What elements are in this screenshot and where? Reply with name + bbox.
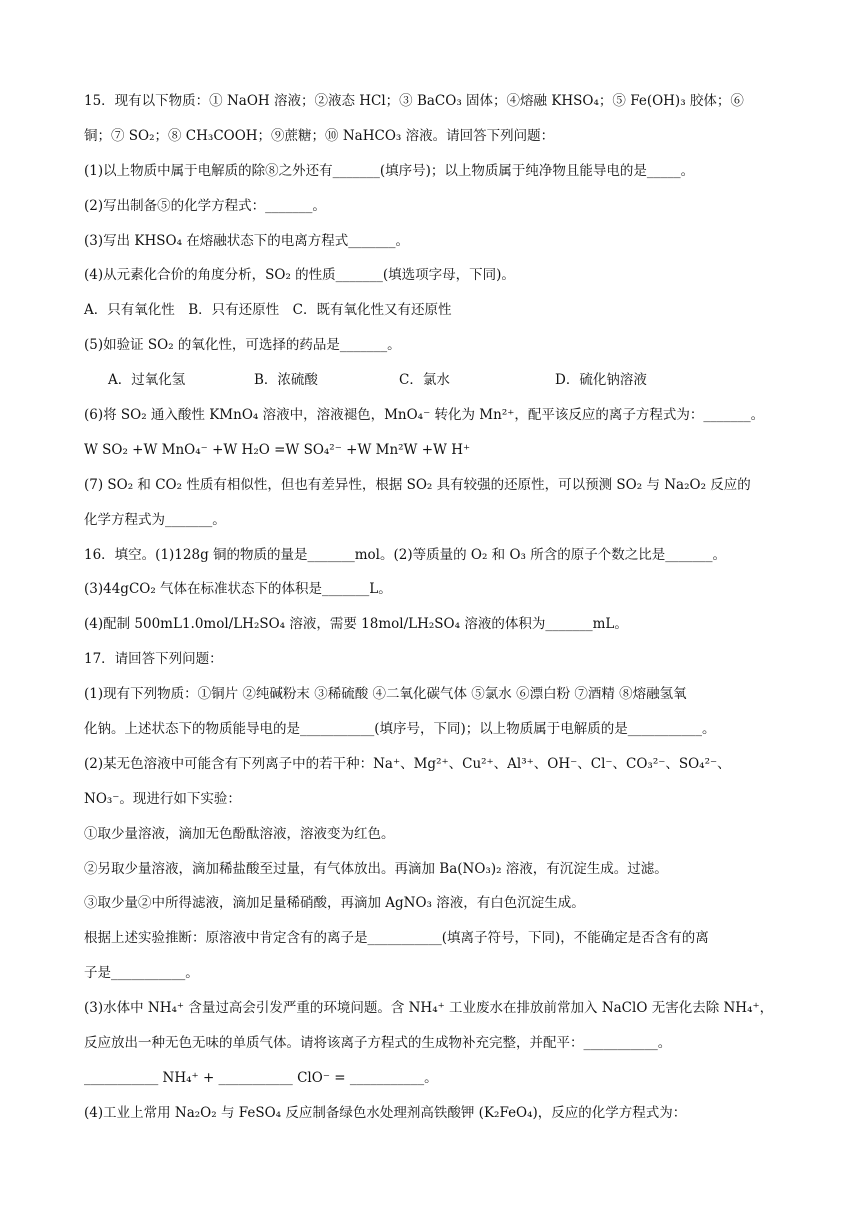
q17-part2-line2: NO₃⁻。现进行如下实验： bbox=[84, 790, 241, 807]
q17-part3-equation: ___________ NH₄⁺ + ___________ ClO⁻ = ___________。 bbox=[84, 1069, 438, 1086]
q17-experiment-1: ①取少量溶液，滴加无色酚酞溶液，溶液变为红色。 bbox=[84, 825, 395, 842]
q17-part1-line1: (1)现有下列物质：①铜片 ②纯碱粉末 ③稀硫酸 ④二氧化碳气体 ⑤氯水 ⑥漂白粉 ⑦酒精 ⑧熔融氢氧 bbox=[84, 686, 687, 703]
option-a: A．过氧化氢 bbox=[108, 372, 186, 389]
q17-inference-line2: 子是___________。 bbox=[84, 965, 199, 982]
q15-stem-line1: 15．现有以下物质：① NaOH 溶液；②液态 HCl；③ BaCO₃ 固体；④熔融 KHSO₄；⑤ Fe(OH)₃ 胶体；⑥ bbox=[84, 93, 744, 109]
q15-stem-line2: 铜；⑦ SO₂；⑧ CH₃COOH；⑨蔗糖；⑩ NaHCO₃ 溶液。请回答下列问题： bbox=[84, 127, 555, 144]
q15-part7-line2: 化学方程式为_______。 bbox=[84, 511, 226, 528]
q17-part3-line1: (3)水体中 NH₄⁺ 含量过高会引发严重的环境问题。含 NH₄⁺ 工业废水在排放前常加入 NaClO 无害化去除 NH₄⁺， bbox=[84, 1000, 774, 1017]
option-d: D．硫化钠溶液 bbox=[555, 372, 647, 389]
q16-line1: 16．填空。(1)128g 铜的物质的量是_______mol。(2)等质量的 O₂ 和 O₃ 所含的原子个数之比是_______。 bbox=[84, 546, 726, 563]
q15-part5-options bbox=[84, 363, 784, 398]
option-b: B．浓硫酸 bbox=[254, 372, 318, 389]
q15-part5: (5)如验证 SO₂ 的氧化性，可选择的药品是_______。 bbox=[84, 337, 401, 354]
q17-part2-line1: (2)某无色溶液中可能含有下列离子中的若干种：Na⁺、Mg²⁺、Cu²⁺、Al³⁺、OH⁻、Cl⁻、CO₃²⁻、SO₄²⁻、 bbox=[84, 755, 731, 772]
q15-part4-options: A．只有氧化性 B．只有还原性 C．既有氧化性又有还原性 bbox=[84, 302, 452, 319]
q15-part6: (6)将 SO₂ 通入酸性 KMnO₄ 溶液中，溶液褪色，MnO₄⁻ 转化为 Mn²⁺，配平该反应的离子方程式为：_______。 bbox=[84, 407, 765, 424]
q17-part4: (4)工业上常用 Na₂O₂ 与 FeSO₄ 反应制备绿色水处理剂高铁酸钾 (K₂FeO₄)，反应的化学方程式为： bbox=[84, 1104, 687, 1121]
option-c: C．氯水 bbox=[399, 372, 450, 389]
q17-inference-line1: 根据上述实验推断：原溶液中肯定含有的离子是___________(填离子符号，下同)，不能确定是否含有的离 bbox=[84, 930, 709, 947]
q15-part6-equation: W SO₂ +W MnO₄⁻ +W H₂O =W SO₄²⁻ +W Mn²W +W H⁺ bbox=[84, 441, 471, 458]
q17-experiment-2: ②另取少量溶液，滴加稀盐酸至过量，有气体放出。再滴加 Ba(NO₃)₂ 溶液，有沉淀生成。过滤。 bbox=[84, 860, 668, 877]
q17-experiment-3: ③取少量②中所得滤液，滴加足量稀硝酸，再滴加 AgNO₃ 溶液，有白色沉淀生成。 bbox=[84, 895, 585, 912]
q15-part3: (3)写出 KHSO₄ 在熔融状态下的电离方程式_______。 bbox=[84, 232, 410, 249]
q17-part1-line2: 化钠。上述状态下的物质能导电的是___________(填序号，下同)；以上物质属于电解质的是___________。 bbox=[84, 721, 716, 738]
q15-part4: (4)从元素化合价的角度分析，SO₂ 的性质_______(填选项字母，下同)。 bbox=[84, 267, 515, 284]
q15-part2: (2)写出制备⑤的化学方程式：_______。 bbox=[84, 197, 326, 214]
q15-part7-line1: (7) SO₂ 和 CO₂ 性质有相似性，但也有差异性，根据 SO₂ 具有较强的还原性，可以预测 SO₂ 与 Na₂O₂ 反应的 bbox=[84, 476, 751, 493]
q17-part3-line2: 反应放出一种无色无味的单质气体。请将该离子方程式的生成物补充完整，并配平：___________。 bbox=[84, 1035, 672, 1052]
q16-part3: (3)44gCO₂ 气体在标准状态下的体积是_______L。 bbox=[84, 581, 392, 598]
q16-part4: (4)配制 500mL1.0mol/LH₂SO₄ 溶液，需要 18mol/LH₂SO₄ 溶液的体积为_______mL。 bbox=[84, 616, 628, 633]
q17-stem: 17．请回答下列问题： bbox=[84, 651, 223, 668]
q15-part1: (1)以上物质中属于电解质的除⑧之外还有_______(填序号)；以上物质属于纯净物且能导电的是_____。 bbox=[84, 162, 695, 179]
document-page bbox=[84, 84, 784, 1131]
